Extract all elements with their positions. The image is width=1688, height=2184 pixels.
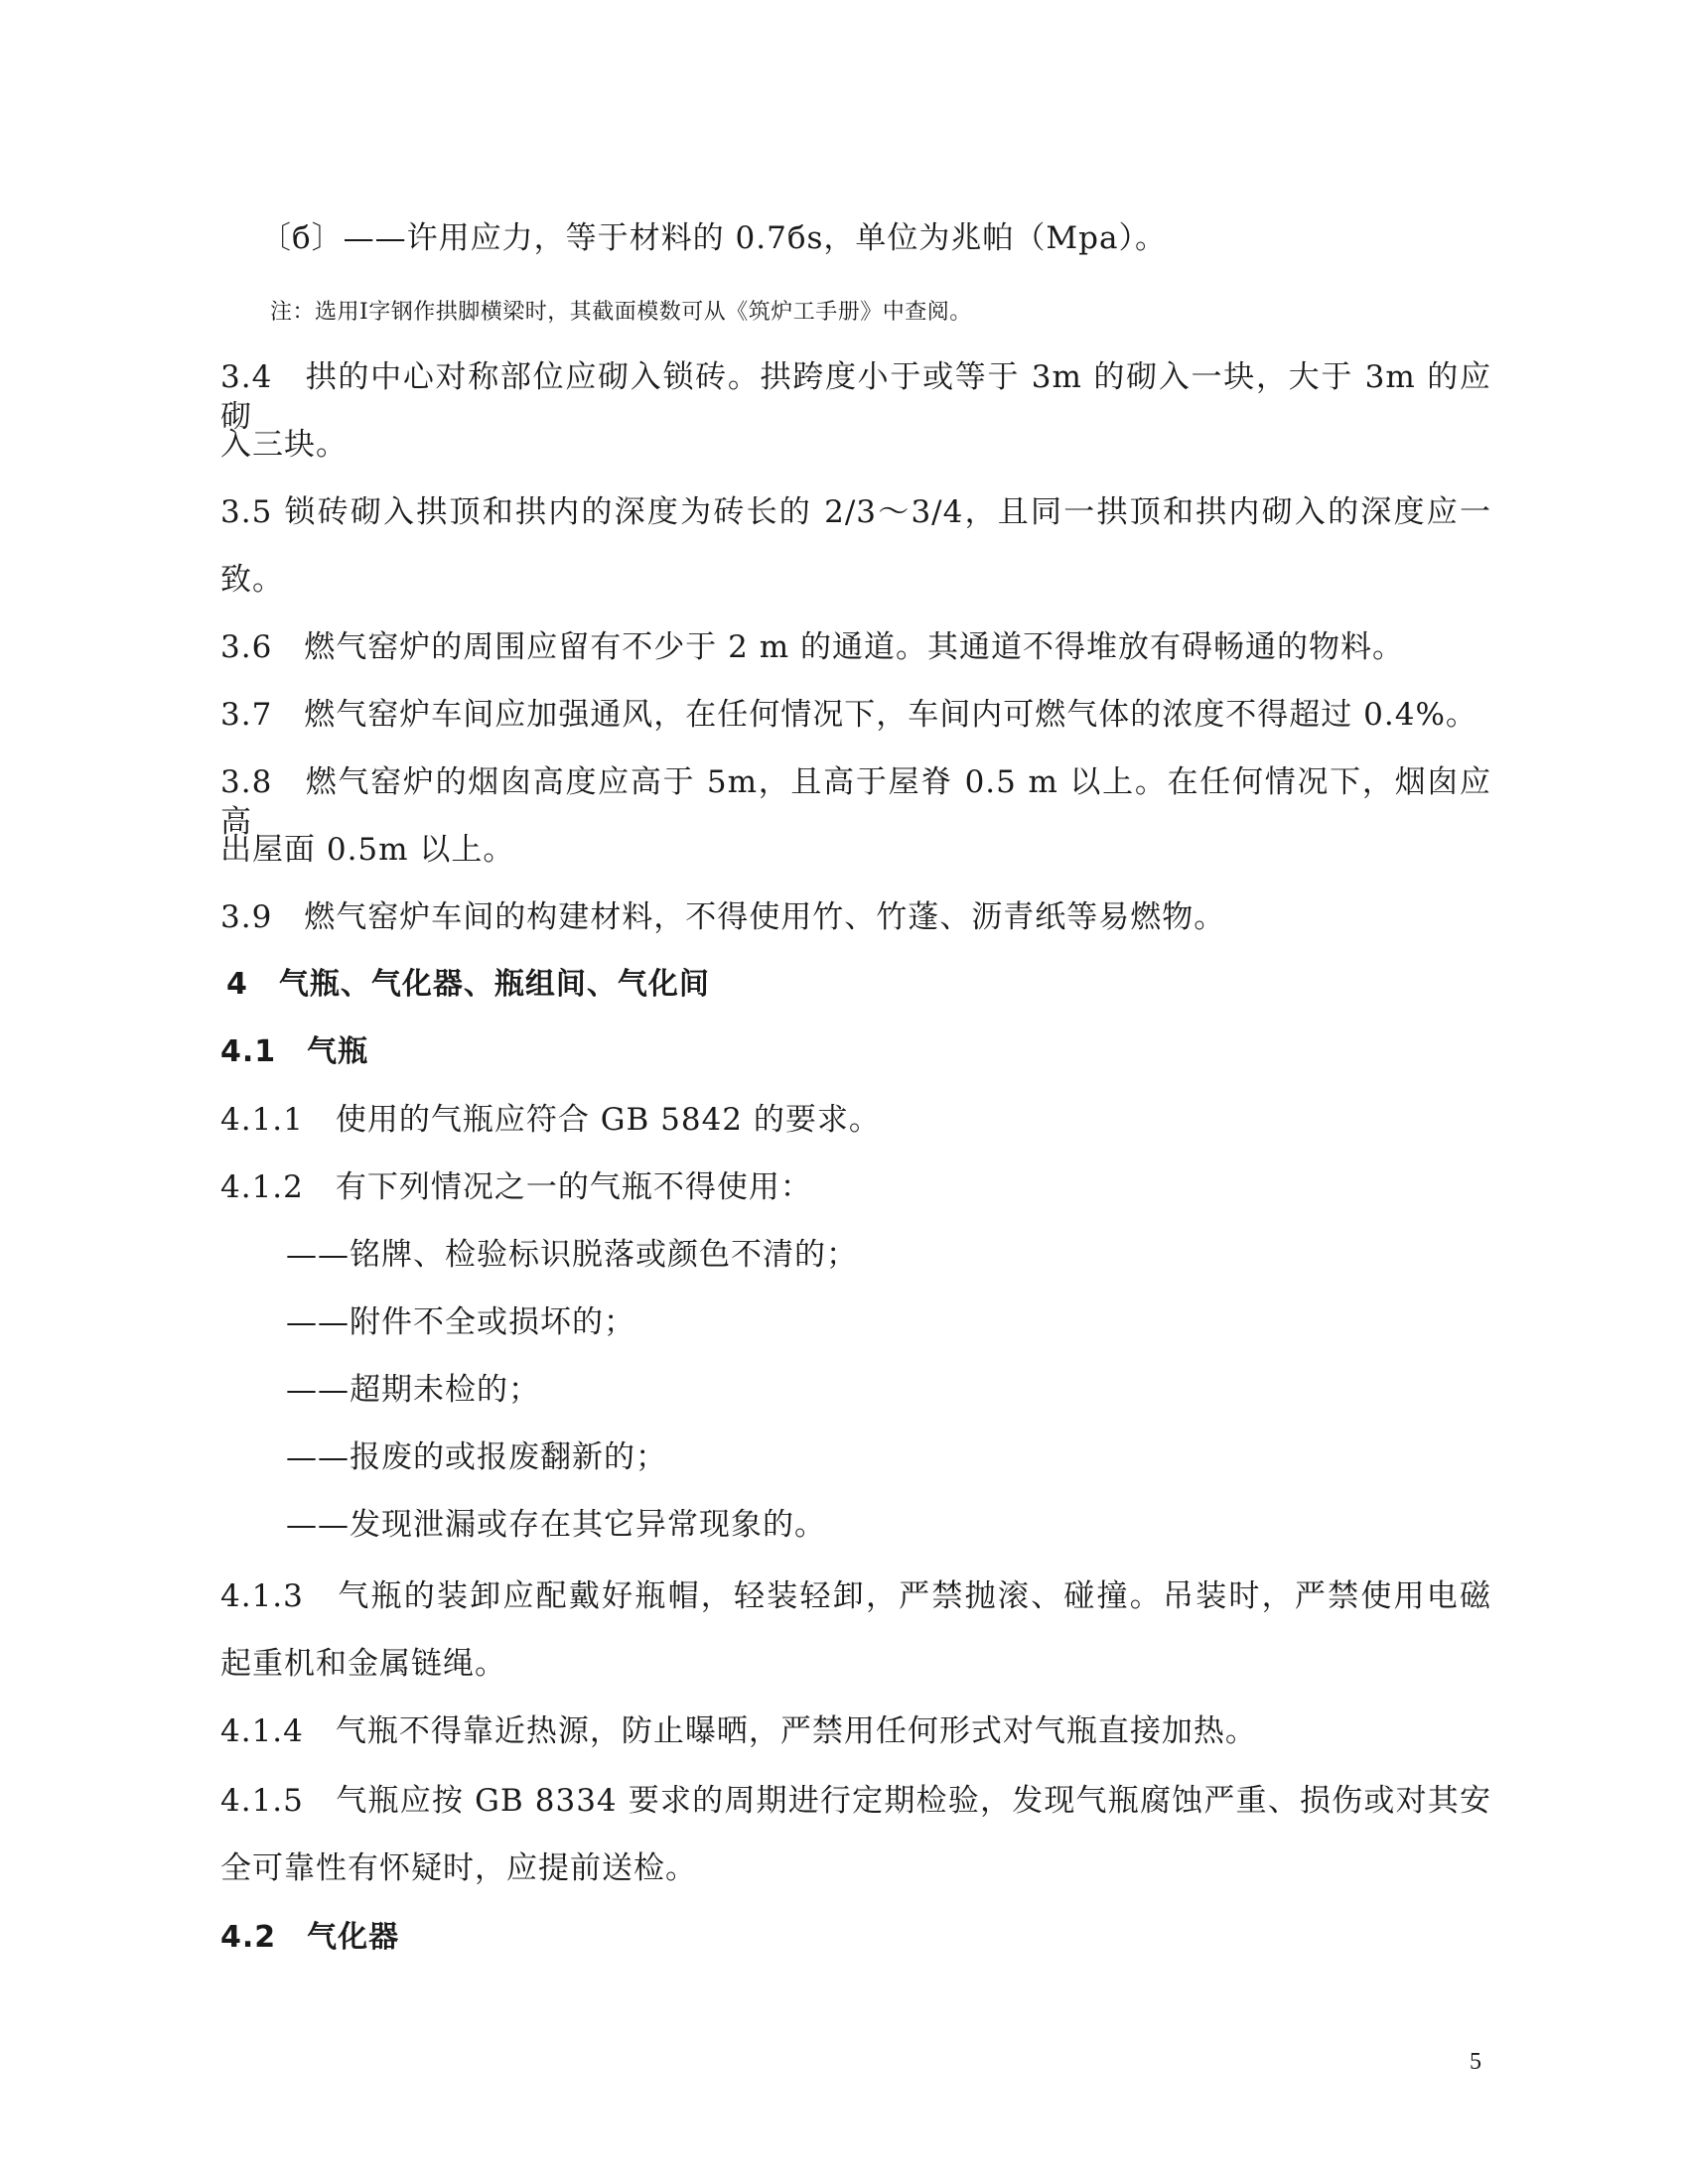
clause-3-8-line-2: 出屋面 0.5m 以上。	[220, 832, 515, 868]
note-line: 注：选用Ⅰ字钢作拱脚横梁时，其截面模数可从《筑炉工手册》中查阅。	[270, 300, 972, 325]
clause-4-1-4: 4.1.4 气瓶不得靠近热源，防止曝晒，严禁用任何形式对气瓶直接加热。	[220, 1713, 1257, 1749]
clause-4-1-3-line-1: 4.1.3 气瓶的装卸应配戴好瓶帽，轻装轻卸，严禁抛滚、碰撞。吊装时，严禁使用电磁	[220, 1578, 1491, 1614]
clause-3-5-line-2: 致。	[220, 562, 284, 598]
list-item: ——报废的或报废翻新的；	[286, 1439, 667, 1475]
clause-3-8-line-1: 3.8 燃气窑炉的烟囱高度应高于 5m，且高于屋脊 0.5 m 以上。在任何情况下，烟囱应高	[220, 764, 1491, 840]
list-item: ——附件不全或损坏的；	[286, 1304, 635, 1340]
clause-3-4-line-2: 入三块。	[220, 427, 348, 463]
clause-3-9: 3.9 燃气窑炉车间的构建材料，不得使用竹、竹蓬、沥青纸等易燃物。	[220, 899, 1226, 935]
section-4-1-heading: 4.1 气瓶	[220, 1034, 369, 1069]
list-item: ——铭牌、检验标识脱落或颜色不清的；	[286, 1237, 858, 1273]
section-4-2-heading: 4.2 气化器	[220, 1920, 400, 1955]
page-number: 5	[1470, 2049, 1481, 2075]
clause-3-4-line-1: 3.4 拱的中心对称部位应砌入锁砖。拱跨度小于或等于 3m 的砌入一块，大于 3m 的应砌	[220, 359, 1491, 435]
clause-3-6: 3.6 燃气窑炉的周围应留有不少于 2 m 的通道。其通道不得堆放有碍畅通的物料。	[220, 629, 1404, 665]
clause-4-1-3-line-2: 起重机和金属链绳。	[220, 1646, 506, 1682]
clause-3-7: 3.7 燃气窑炉车间应加强通风，在任何情况下，车间内可燃气体的浓度不得超过 0.4%。	[220, 697, 1477, 733]
list-item: ——超期未检的；	[286, 1372, 540, 1408]
clause-4-1-5-line-1: 4.1.5 气瓶应按 GB 8334 要求的周期进行定期检验，发现气瓶腐蚀严重、损伤或对其安	[220, 1783, 1491, 1819]
clause-4-1-5-line-2: 全可靠性有怀疑时，应提前送检。	[220, 1850, 697, 1886]
clause-4-1-1: 4.1.1 使用的气瓶应符合 GB 5842 的要求。	[220, 1102, 881, 1138]
clause-3-5-line-1: 3.5 锁砖砌入拱顶和拱内的深度为砖长的 2/3～3/4，且同一拱顶和拱内砌入的深度应一	[220, 494, 1491, 530]
section-4-heading: 4 气瓶、气化器、瓶组间、气化间	[226, 967, 710, 1002]
formula-definition-line: 〔б〕——许用应力，等于材料的 0.7бs，单位为兆帕（Mpa）。	[260, 220, 1167, 256]
clause-4-1-2: 4.1.2 有下列情况之一的气瓶不得使用：	[220, 1169, 812, 1205]
list-item: ——发现泄漏或存在其它异常现象的。	[286, 1507, 826, 1543]
